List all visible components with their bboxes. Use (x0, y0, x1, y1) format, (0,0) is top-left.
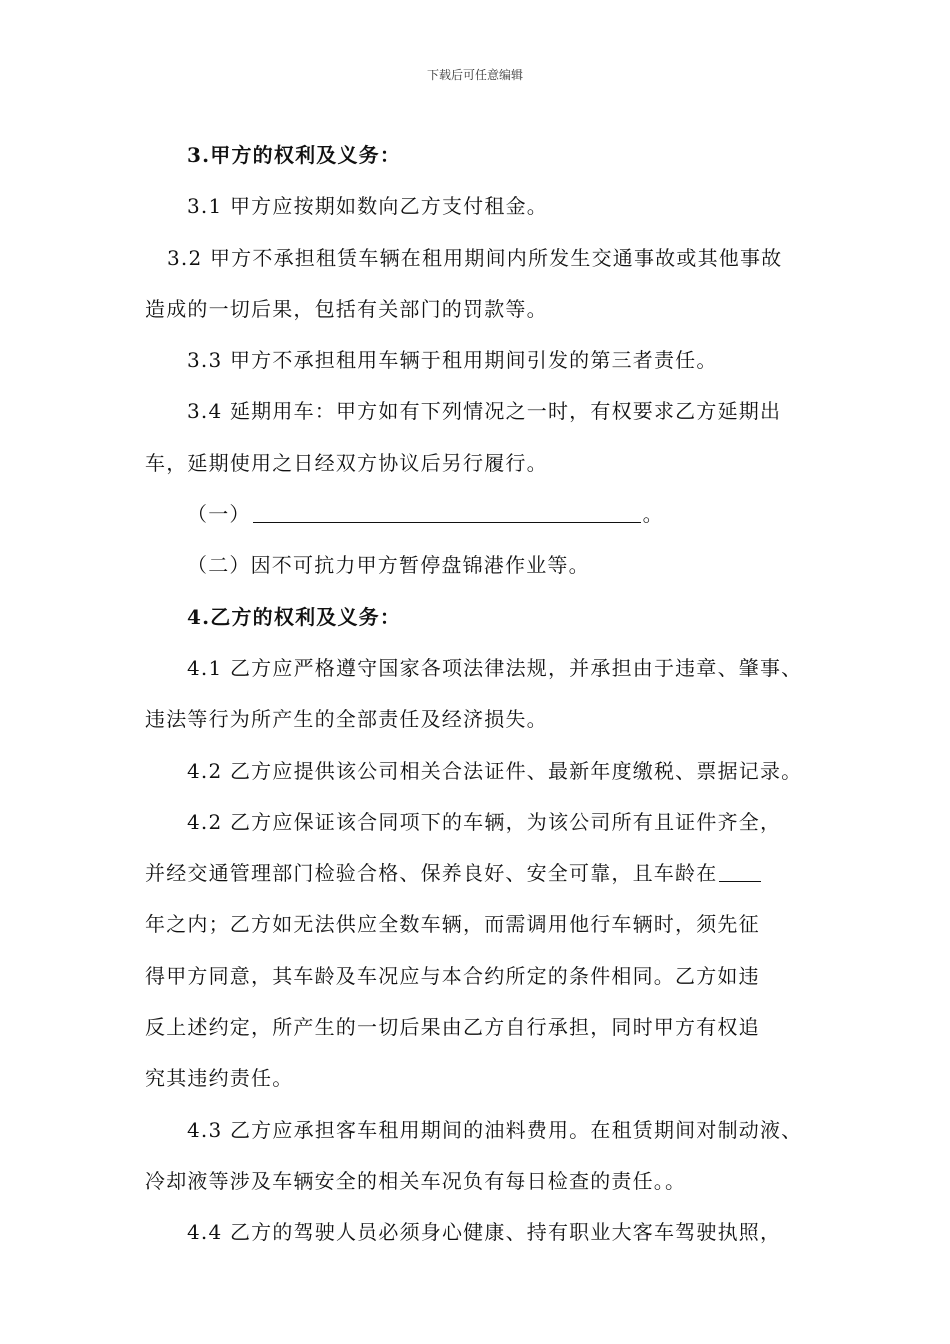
section-3-heading: 3.甲方的权利及义务： (187, 143, 402, 167)
clause-3-2-line-1: 3.2 甲方不承担租赁车辆在租用期间内所发生交通事故或其他事故 (167, 245, 783, 270)
clause-4-3-line-2: 冷却液等涉及车辆安全的相关车况负有每日检查的责任。。 (145, 1168, 687, 1193)
clause-4-1-line-2: 违法等行为所产生的全部责任及经济损失。 (145, 707, 548, 732)
clause-4-2b-line-1: 4.2 乙方应保证该合同项下的车辆，为该公司所有且证件齐全， (187, 809, 782, 834)
clause-4-3-line-1: 4.3 乙方应承担客车租用期间的油料费用。在租赁期间对制动液、 (187, 1117, 803, 1142)
document-body (145, 130, 810, 1259)
clause-4-2b-line-3: 年之内；乙方如无法供应全数车辆，而需调用他行车辆时，须先征 (145, 912, 760, 937)
vehicle-age-blank-field[interactable] (719, 863, 761, 882)
page-header: 下载后可任意编辑 (426, 68, 523, 82)
clause-4-2b-line-4: 得甲方同意，其车龄及车况应与本合约所定的条件相同。乙方如违 (145, 963, 760, 988)
clause-4-2b-line-2-text: 并经交通管理部门检验合格、保养良好、安全可靠，且车龄在 (145, 861, 718, 886)
clause-3-2-line-2: 造成的一切后果，包括有关部门的罚款等。 (145, 296, 548, 321)
section-4-heading: 4.乙方的权利及义务： (187, 604, 402, 629)
clause-4-2b-line-5: 反上述约定，所产生的一切后果由乙方自行承担，同时甲方有权追 (145, 1015, 760, 1040)
item-1-blank-field[interactable] (253, 504, 641, 523)
clause-4-2a: 4.2 乙方应提供该公司相关合法证件、最新年度缴税、票据记录。 (187, 758, 803, 783)
clause-4-2b-line-2 (145, 848, 810, 899)
item-1 (145, 489, 810, 540)
item-1-period: 。 (642, 502, 664, 527)
clause-4-2b-line-6: 究其违约责任。 (145, 1066, 294, 1091)
clause-4-4-line-1: 4.4 乙方的驾驶人员必须身心健康、持有职业大客车驾驶执照， (187, 1220, 782, 1245)
clause-3-4-line-2: 车，延期使用之日经双方协议后另行履行。 (145, 450, 548, 475)
clause-3-1: 3.1 甲方应按期如数向乙方支付租金。 (187, 194, 548, 219)
item-1-label: （一） (187, 502, 251, 527)
clause-3-3: 3.3 甲方不承担租用车辆于租用期间引发的第三者责任。 (187, 348, 718, 373)
clause-3-4-line-1: 3.4 延期用车：甲方如有下列情况之一时，有权要求乙方延期出 (187, 399, 782, 424)
item-2: （二）因不可抗力甲方暂停盘锦港作业等。 (187, 553, 590, 578)
clause-4-1-line-1: 4.1 乙方应严格遵守国家各项法律法规，并承担由于违章、肇事、 (187, 655, 803, 680)
